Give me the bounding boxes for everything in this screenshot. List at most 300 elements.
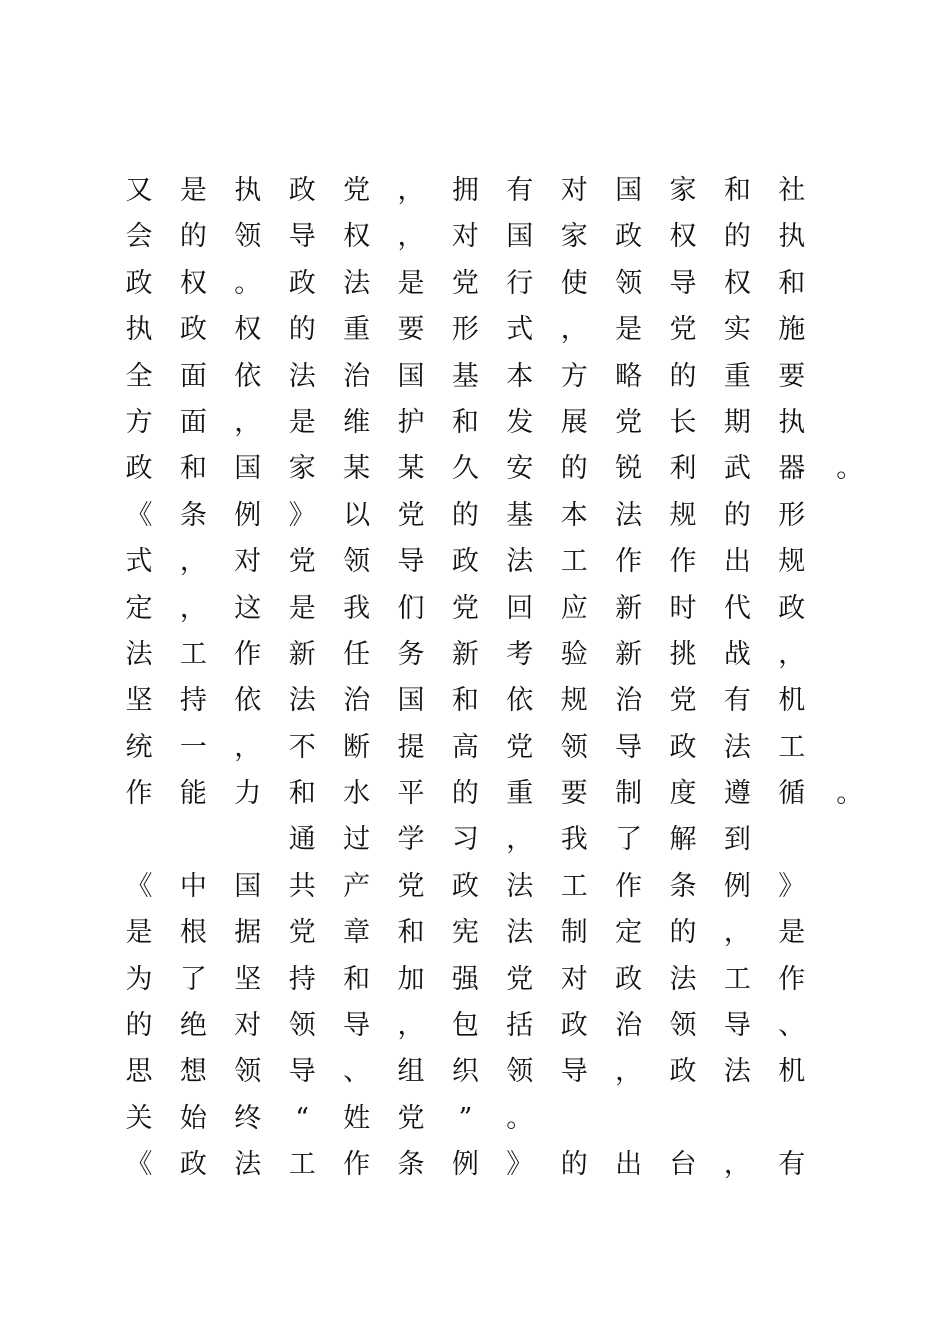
text-char: 有 (778, 1149, 806, 1181)
text-char: 章 (343, 917, 371, 949)
text-char: 我 (343, 592, 371, 624)
text-line (124, 446, 864, 492)
text-char: 导 (615, 731, 643, 763)
text-char: 重 (343, 314, 371, 346)
text-char: 对 (234, 1010, 262, 1042)
text-char: 导 (669, 267, 697, 299)
text-char: 包 (451, 1010, 479, 1042)
text-char: ， (723, 1149, 751, 1181)
text-char: ， (723, 917, 751, 949)
text-char: 党 (288, 546, 316, 578)
text-char: ， (179, 592, 207, 624)
text-line (124, 910, 844, 956)
text-char: 规 (669, 499, 697, 531)
text-char: 的 (125, 1010, 153, 1042)
text-char: 领 (288, 1010, 316, 1042)
text-char: 是 (615, 314, 643, 346)
text-char: 要 (397, 314, 425, 346)
text-char: 执 (778, 221, 806, 253)
text-char: 解 (669, 824, 697, 856)
text-char: 的 (669, 360, 697, 392)
text-char: 思 (125, 1056, 153, 1088)
text-char: 家 (669, 175, 697, 206)
text-char: 有 (723, 685, 751, 717)
text-char: 全 (125, 360, 153, 392)
text-char: 社 (778, 175, 806, 206)
text-line (124, 1142, 844, 1188)
text-char: 国 (506, 221, 534, 253)
text-char: 治 (615, 1010, 643, 1042)
text-char: 锐 (615, 453, 643, 485)
text-char: 出 (615, 1149, 643, 1181)
text-char: 形 (451, 314, 479, 346)
text-char: 新 (451, 638, 479, 670)
text-char: ， (179, 546, 207, 578)
text-char: 姓 (343, 1102, 371, 1134)
text-char: 一 (179, 731, 207, 763)
text-char: 工 (560, 870, 588, 902)
text-char: 工 (723, 963, 751, 995)
text-char: 党 (506, 963, 534, 995)
text-char: 政 (669, 731, 697, 763)
text-char: 政 (179, 1149, 207, 1181)
text-char: 政 (615, 963, 643, 995)
text-char: 拥 (451, 175, 479, 206)
text-line (124, 400, 844, 446)
text-char: 能 (179, 778, 207, 810)
text-char: 导 (560, 1056, 588, 1088)
text-char: 对 (451, 221, 479, 253)
text-char: 制 (615, 778, 643, 810)
text-char: 》 (288, 499, 316, 531)
text-char: 政 (451, 870, 479, 902)
text-char: 家 (560, 221, 588, 253)
text-char: 工 (560, 546, 588, 578)
text-char: 党 (397, 870, 425, 902)
text-line (124, 864, 844, 910)
text-line (124, 493, 844, 539)
text-char: 绝 (179, 1010, 207, 1042)
text-char: 导 (723, 1010, 751, 1042)
text-char: 和 (343, 963, 371, 995)
text-char: 终 (234, 1102, 262, 1134)
text-char: 。 (836, 778, 864, 810)
text-char: 度 (669, 778, 697, 810)
text-char: 。 (506, 1102, 534, 1134)
text-char: 《 (125, 499, 153, 531)
text-char: 提 (397, 731, 425, 763)
text-char: 法 (723, 1056, 751, 1088)
text-line (124, 168, 844, 214)
text-char: 执 (778, 406, 806, 438)
text-char: 的 (451, 778, 479, 810)
text-char: ， (397, 221, 425, 253)
text-char: 条 (397, 1149, 425, 1181)
text-char: 长 (669, 406, 697, 438)
text-char: 定 (125, 592, 153, 624)
text-char: 基 (506, 499, 534, 531)
text-char: 法 (723, 731, 751, 763)
text-char: 织 (451, 1056, 479, 1088)
text-char: 党 (397, 1102, 425, 1134)
text-char: 《 (125, 1149, 153, 1181)
text-char: 又 (125, 175, 153, 206)
text-char: 不 (288, 731, 316, 763)
text-char: 政 (778, 592, 806, 624)
body-text (124, 168, 864, 1189)
text-char: 有 (506, 175, 534, 206)
text-char: 高 (451, 731, 479, 763)
text-char: 机 (778, 1056, 806, 1088)
text-char: 战 (723, 638, 751, 670)
text-char: 行 (506, 267, 534, 299)
text-char: 党 (506, 731, 534, 763)
text-char: 是 (288, 592, 316, 624)
text-char: 党 (669, 685, 697, 717)
text-char: 形 (778, 499, 806, 531)
text-char: 挑 (669, 638, 697, 670)
text-char: 规 (560, 685, 588, 717)
text-char: 例 (723, 870, 751, 902)
text-char: 了 (179, 963, 207, 995)
text-char: 和 (397, 917, 425, 949)
text-char: 新 (615, 592, 643, 624)
text-char: 领 (343, 546, 371, 578)
text-char: 领 (234, 221, 262, 253)
text-char: 水 (343, 778, 371, 810)
text-char: 发 (506, 406, 534, 438)
text-char: 法 (506, 917, 534, 949)
text-char: 的 (669, 917, 697, 949)
text-char: 要 (560, 778, 588, 810)
text-char: 工 (179, 638, 207, 670)
text-char: 国 (397, 685, 425, 717)
text-char: 党 (615, 406, 643, 438)
text-char: 国 (234, 870, 262, 902)
text-char: 组 (397, 1056, 425, 1088)
text-char: 、 (778, 1010, 806, 1042)
text-char: 作 (778, 963, 806, 995)
text-char: 本 (560, 499, 588, 531)
text-char: 式 (506, 314, 534, 346)
text-char: 政 (125, 267, 153, 299)
text-char: 断 (343, 731, 371, 763)
text-char: 导 (288, 1056, 316, 1088)
text-char: 和 (778, 267, 806, 299)
text-char: 和 (723, 175, 751, 206)
text-char: 作 (669, 546, 697, 578)
text-char: 条 (179, 499, 207, 531)
text-char: 会 (125, 221, 153, 253)
text-char: 遵 (723, 778, 751, 810)
text-line (124, 1096, 844, 1142)
text-char: 工 (288, 1149, 316, 1181)
text-char: 作 (615, 870, 643, 902)
text-char: 时 (669, 592, 697, 624)
text-char: 式 (125, 546, 153, 578)
text-char: 代 (723, 592, 751, 624)
text-char: 强 (451, 963, 479, 995)
text-char: 维 (343, 406, 371, 438)
text-char: 据 (234, 917, 262, 949)
text-char: 回 (506, 592, 534, 624)
text-char: ， (234, 731, 262, 763)
text-char: 新 (615, 638, 643, 670)
text-char: 的 (288, 314, 316, 346)
text-char: “ (295, 1102, 310, 1134)
text-char: 坚 (234, 963, 262, 995)
text-char: 使 (560, 267, 588, 299)
text-char: 条 (669, 870, 697, 902)
text-char: 的 (723, 499, 751, 531)
text-char: 出 (723, 546, 751, 578)
text-char: 政 (125, 453, 153, 485)
text-char: 规 (778, 546, 806, 578)
text-char: 坚 (125, 685, 153, 717)
text-char: 对 (234, 546, 262, 578)
text-char: 党 (397, 499, 425, 531)
text-char: 基 (451, 360, 479, 392)
text-char: 权 (669, 221, 697, 253)
text-char: 党 (343, 175, 371, 206)
text-char: 持 (179, 685, 207, 717)
text-char: 法 (506, 546, 534, 578)
text-line (124, 957, 844, 1003)
text-char: 验 (560, 638, 588, 670)
text-char: 是 (397, 267, 425, 299)
text-char: 略 (615, 360, 643, 392)
text-char: 过 (343, 824, 371, 856)
text-char: 领 (506, 1056, 534, 1088)
text-char: 是 (125, 917, 153, 949)
text-char: 这 (234, 592, 262, 624)
text-char: 依 (234, 685, 262, 717)
text-char: 我 (560, 824, 588, 856)
text-char: ” (458, 1102, 473, 1134)
text-char: 对 (560, 175, 588, 206)
text-char: 持 (288, 963, 316, 995)
text-line (124, 632, 844, 678)
text-line (124, 817, 844, 863)
text-char: 法 (125, 638, 153, 670)
text-char: 的 (723, 221, 751, 253)
text-line (124, 261, 844, 307)
text-char: 法 (506, 870, 534, 902)
text-char: ， (397, 1010, 425, 1042)
text-char: 器 (778, 453, 806, 485)
text-char: 治 (343, 685, 371, 717)
text-char: 产 (343, 870, 371, 902)
text-char: 是 (288, 406, 316, 438)
text-char: 和 (288, 778, 316, 810)
text-char: 治 (343, 360, 371, 392)
text-char: 的 (560, 453, 588, 485)
text-char: 面 (179, 406, 207, 438)
text-char: ， (560, 314, 588, 346)
text-line (124, 725, 844, 771)
text-char: 面 (179, 360, 207, 392)
text-char: 循 (778, 778, 806, 810)
text-char: 导 (288, 221, 316, 253)
text-char: 执 (125, 314, 153, 346)
text-char: 想 (179, 1056, 207, 1088)
text-char: 法 (343, 267, 371, 299)
text-char: 政 (179, 314, 207, 346)
text-char: 作 (343, 1149, 371, 1181)
text-char: 和 (451, 406, 479, 438)
text-char: 政 (669, 1056, 697, 1088)
text-char: 对 (560, 963, 588, 995)
text-char: 加 (397, 963, 425, 995)
text-char: 》 (778, 870, 806, 902)
text-char: 武 (723, 453, 751, 485)
text-char: 本 (506, 360, 534, 392)
text-char: 权 (723, 267, 751, 299)
text-char: 重 (723, 360, 751, 392)
text-char: 法 (669, 963, 697, 995)
text-char: 《 (125, 870, 153, 902)
text-char: 。 (836, 453, 864, 485)
text-char: 政 (451, 546, 479, 578)
text-char: 、 (343, 1056, 371, 1088)
text-char: 括 (506, 1010, 534, 1042)
text-char: 权 (234, 314, 262, 346)
text-char: 领 (615, 267, 643, 299)
text-char: 权 (179, 267, 207, 299)
text-char: 利 (669, 453, 697, 485)
text-char: 新 (288, 638, 316, 670)
text-char: 展 (560, 406, 588, 438)
text-char: 是 (179, 175, 207, 206)
text-char: 作 (234, 638, 262, 670)
text-char: 导 (397, 546, 425, 578)
text-char: 们 (397, 592, 425, 624)
text-line (124, 1003, 844, 1049)
text-char: 方 (560, 360, 588, 392)
text-char: ， (506, 824, 534, 856)
text-char: 国 (397, 360, 425, 392)
text-char: 实 (723, 314, 751, 346)
text-char: 党 (451, 267, 479, 299)
text-char: 应 (560, 592, 588, 624)
text-char: 家 (288, 453, 316, 485)
text-line (124, 307, 844, 353)
text-char: 是 (778, 917, 806, 949)
text-line (124, 539, 844, 585)
text-char: ， (778, 638, 806, 670)
text-char: 定 (615, 917, 643, 949)
text-line (124, 678, 844, 724)
text-line (124, 214, 844, 260)
text-char: 权 (343, 221, 371, 253)
text-char: 根 (179, 917, 207, 949)
text-line (124, 771, 864, 817)
text-char: 政 (288, 175, 316, 206)
text-char: 党 (451, 592, 479, 624)
text-char: 作 (615, 546, 643, 578)
text-char: ， (234, 406, 262, 438)
text-char: 工 (778, 731, 806, 763)
text-char: 党 (288, 917, 316, 949)
text-char: 。 (234, 267, 262, 299)
text-char: 党 (669, 314, 697, 346)
text-char: 的 (560, 1149, 588, 1181)
text-char: 为 (125, 963, 153, 995)
text-char: 依 (234, 360, 262, 392)
text-char: 的 (179, 221, 207, 253)
text-char: 制 (560, 917, 588, 949)
text-char: 的 (451, 499, 479, 531)
text-char: 某 (397, 453, 425, 485)
text-char: 任 (343, 638, 371, 670)
text-char: 重 (506, 778, 534, 810)
text-line (124, 586, 844, 632)
text-char: 国 (234, 453, 262, 485)
text-char: 执 (234, 175, 262, 206)
text-char: 法 (615, 499, 643, 531)
text-char: 统 (125, 731, 153, 763)
text-char: 始 (179, 1102, 207, 1134)
text-char: 法 (234, 1149, 262, 1181)
text-char: 护 (397, 406, 425, 438)
text-char: 中 (179, 870, 207, 902)
text-char: 依 (506, 685, 534, 717)
text-char: 领 (234, 1056, 262, 1088)
text-char: 作 (125, 778, 153, 810)
text-char: 和 (179, 453, 207, 485)
text-char: 导 (343, 1010, 371, 1042)
text-char: ， (397, 175, 425, 206)
text-char: 领 (669, 1010, 697, 1042)
text-char: 习 (451, 824, 479, 856)
text-line (124, 354, 844, 400)
text-char: 力 (234, 778, 262, 810)
text-char: 法 (288, 685, 316, 717)
text-char: 机 (778, 685, 806, 717)
text-char: 例 (451, 1149, 479, 1181)
text-char: 法 (288, 360, 316, 392)
text-char: 考 (506, 638, 534, 670)
text-char: 以 (343, 499, 371, 531)
text-char: 宪 (451, 917, 479, 949)
text-char: 例 (234, 499, 262, 531)
text-char: 期 (723, 406, 751, 438)
text-char: 某 (343, 453, 371, 485)
text-char: 和 (451, 685, 479, 717)
text-char: 了 (615, 824, 643, 856)
text-line (124, 1049, 844, 1095)
text-char: 领 (560, 731, 588, 763)
text-char: 务 (397, 638, 425, 670)
text-char: 台 (669, 1149, 697, 1181)
text-char: 治 (615, 685, 643, 717)
text-char: ， (615, 1056, 643, 1088)
text-char: 政 (560, 1010, 588, 1042)
text-char: 国 (615, 175, 643, 206)
text-char: 学 (397, 824, 425, 856)
text-char: 通 (288, 824, 316, 856)
text-char: 》 (506, 1149, 534, 1181)
text-char: 共 (288, 870, 316, 902)
text-char: 施 (778, 314, 806, 346)
text-char: 安 (506, 453, 534, 485)
text-char: 政 (288, 267, 316, 299)
text-char: 政 (615, 221, 643, 253)
text-char: 久 (451, 453, 479, 485)
text-char: 到 (723, 824, 751, 856)
text-char: 要 (778, 360, 806, 392)
text-char: 关 (125, 1102, 153, 1134)
